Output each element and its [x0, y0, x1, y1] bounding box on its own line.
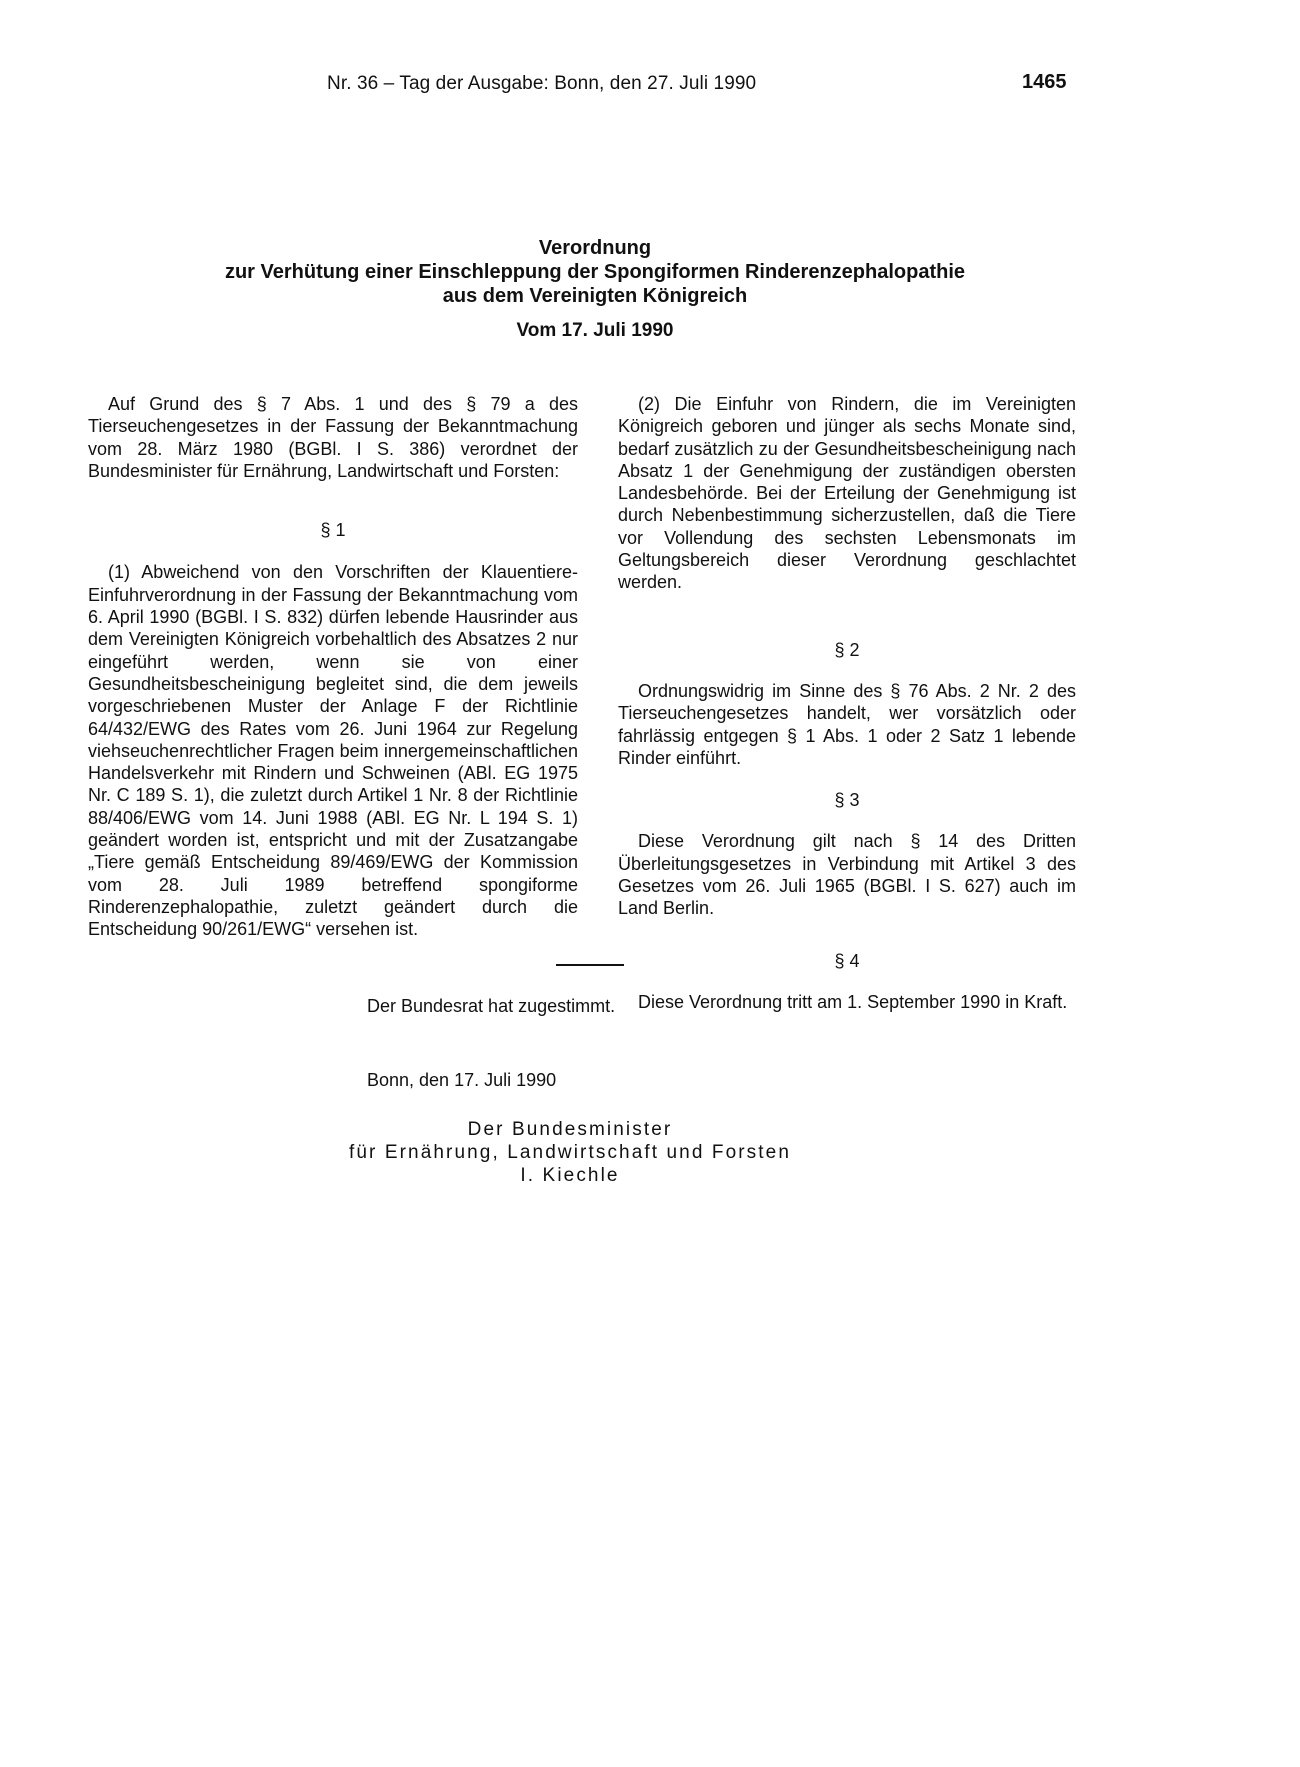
preamble: Auf Grund des § 7 Abs. 1 und des § 79 a des Tierseuchengesetzes in der Fassung der Bekanntmachung vom 28. März 1980 (BGBl. I S. 386) verordnet der Bundesminister für Ernährung, Landwirtschaft und Forsten: — [88, 394, 578, 481]
place-date: Bonn, den 17. Juli 1990 — [367, 1070, 557, 1090]
separator-rule — [556, 964, 624, 966]
section-1-paragraph-2: (2) Die Einfuhr von Rindern, die im Vereinigten Königreich geboren und jünger als sechs Monate sind, bedarf zusätzlich zu der Gesundheitsbescheinigung nach Absatz 1 der Genehmigung der zuständigen obersten Landesbehörde. Bei der Erteilung der Genehmigung ist durch Nebenbestimmung sicherzustellen, daß die Tiere vor Vollendung des sechsten Lebensmonats im Geltungsbereich dieser Verordnung geschlachtet werden. — [618, 394, 1076, 593]
section-1-paragraph-1: (1) Abweichend von den Vorschriften der Klauentiere-Einfuhrverordnung in der Fassung der Bekanntmachung vom 6. April 1990 (BGBl. I S. 832) dürfen lebende Hausrinder aus dem Vereinigten Königreich vorbehaltlich des Absatzes 2 nur eingeführt werden, wenn sie von einer Gesundheitsbescheinigung begleitet sind, die dem jeweils vorgeschriebenen Muster der Anlage F der Richtlinie 64/432/EWG des Rates vom 26. Juni 1964 zur Regelung viehseuchenrechtlicher Fragen beim innergemeinschaftlichen Handelsverkehr mit Rindern und Schweinen (ABl. EG 1975 Nr. C 189 S. 1), die zuletzt durch Artikel 1 Nr. 8 der Richtlinie 88/406/EWG vom 14. Juni 1988 (ABl. EG Nr. L 194 S. 1) geändert worden ist, entspricht und mit der Zusatzangabe „Tiere gemäß Entscheidung 89/469/EWG der Kommission vom 28. Juli 1989 betreffend spongiforme Rinderenzephalopathie, zuletzt geändert durch die Entscheidung 90/261/EWG“ versehen ist. — [88, 562, 578, 940]
title-date: Vom 17. Juli 1990 — [516, 320, 674, 341]
title-line-3: aus dem Vereinigten Königreich — [442, 285, 748, 307]
signature-name: I. Kiechle — [520, 1165, 620, 1186]
issue-header: Nr. 36 – Tag der Ausgabe: Bonn, den 27. Juli 1990 — [327, 73, 757, 94]
title-line-2: zur Verhütung einer Einschleppung der Spongiformen Rinderenzephalopathie — [224, 261, 966, 283]
page-number: 1465 — [1022, 71, 1067, 93]
section-3-text: Diese Verordnung gilt nach § 14 des Dritten Überleitungsgesetzes in Verbindung mit Artikel 3 des Gesetzes vom 26. Juli 1965 (BGBl. I S. 627) auch im Land Berlin. — [618, 831, 1076, 919]
signature-ministry: für Ernährung, Landwirtschaft und Forsten — [348, 1142, 791, 1163]
section-1-heading: § 1 — [320, 520, 346, 541]
title-block — [0, 236, 1190, 343]
left-column — [88, 393, 578, 941]
section-3-heading: § 3 — [834, 790, 860, 811]
bundesrat-consent: Der Bundesrat hat zugestimmt. — [367, 996, 616, 1016]
section-4-text: Diese Verordnung tritt am 1. September 1990 in Kraft. — [638, 991, 1068, 1012]
signature-block — [300, 1118, 840, 1187]
right-column — [618, 393, 1076, 1013]
signature-title: Der Bundesminister — [467, 1119, 673, 1140]
section-2-text: Ordnungswidrig im Sinne des § 76 Abs. 2 Nr. 2 des Tierseuchengesetzes handelt, wer vorsätzlich oder fahrlässig entgegen § 1 Abs. 1 oder 2 Satz 1 lebende Rinder einführt. — [618, 680, 1076, 768]
section-2-heading: § 2 — [834, 639, 860, 660]
section-4-heading: § 4 — [834, 950, 860, 971]
title-line-1: Verordnung — [538, 237, 652, 259]
